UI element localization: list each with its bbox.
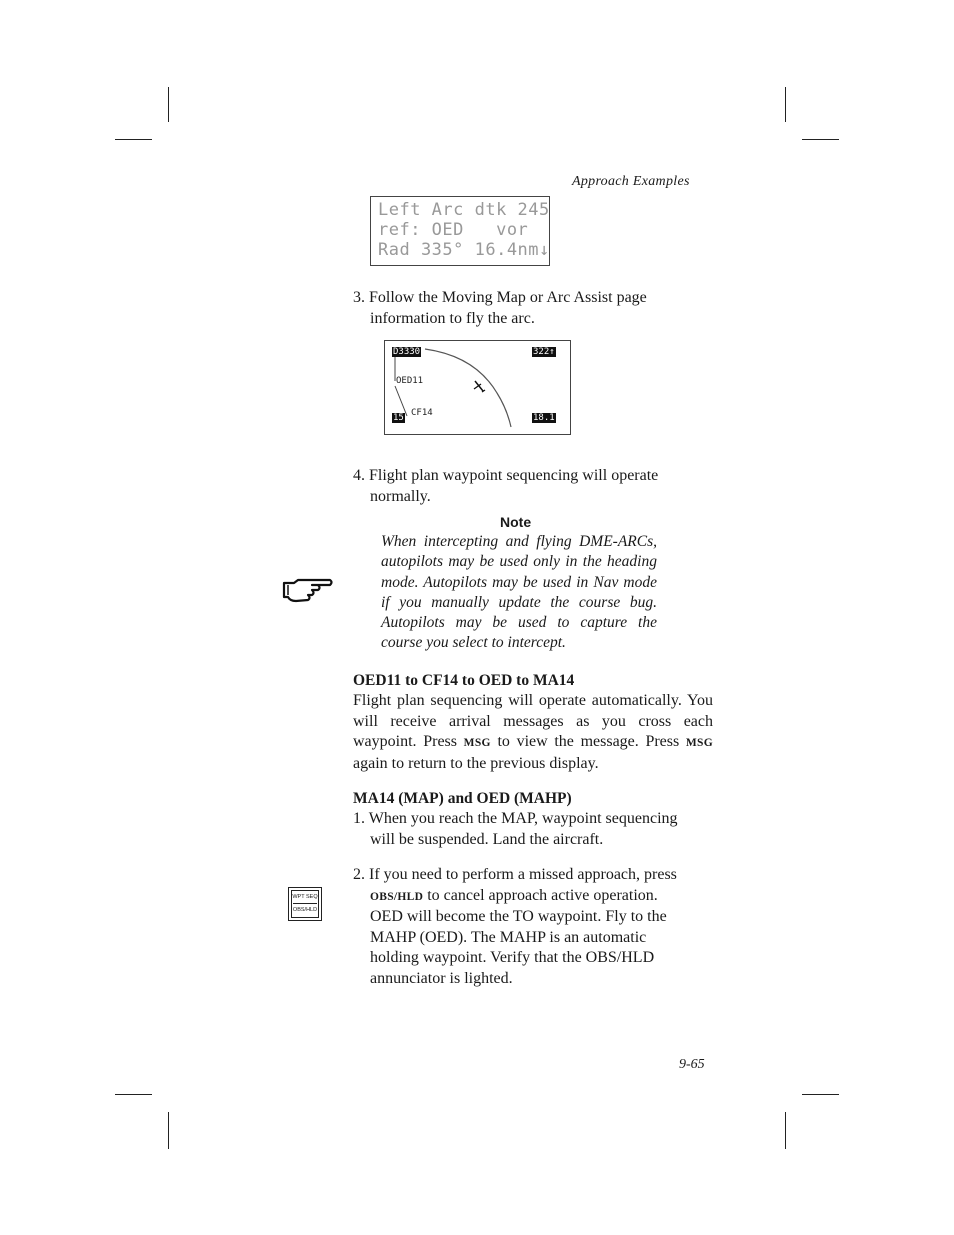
obs-hld-key-illustration <box>288 887 322 921</box>
msg-key-label: MSG <box>463 737 491 749</box>
note-body: When intercepting and flying DME-ARCs, autopilots may be used only in the heading mode. Autopilots may be used in Nav mode if you manually update the course bug. Autopilots may be used to capture the course you select to intercept. <box>381 533 657 652</box>
crop-mark <box>168 87 169 122</box>
running-header: Approach Examples <box>572 174 690 189</box>
step-number: 2. <box>353 866 365 883</box>
list-item <box>353 865 713 989</box>
step-text: Follow the Moving Map or Arc Assist page <box>369 289 647 306</box>
step-3 <box>353 288 673 329</box>
section-paragraph <box>353 691 713 774</box>
step-text: information to fly the arc. <box>370 309 535 327</box>
step-4 <box>353 466 683 507</box>
msg-key-label: MSG <box>685 737 713 749</box>
moving-map-lcd <box>384 340 571 435</box>
crop-mark <box>785 1112 786 1149</box>
step-number: 4. <box>353 467 365 484</box>
step-text: to cancel approach active operation. <box>423 886 658 904</box>
paragraph-text: to view the message. Press <box>490 733 686 750</box>
step-text: If you need to perform a missed approach, press <box>369 866 677 883</box>
arc-assist-lcd <box>370 196 550 266</box>
list-item <box>353 809 713 850</box>
step-text: Flight plan waypoint sequencing will operate <box>369 467 659 484</box>
key-label-bottom: OBS/HLD <box>292 907 318 913</box>
obs-hld-key-label: OBS/HLD <box>370 890 424 903</box>
waypoint-label: OED11 <box>396 376 424 386</box>
step-number: 1. <box>353 810 365 827</box>
pointing-hand-icon <box>282 577 334 612</box>
step-text: OED will become the TO waypoint. Fly to the <box>370 908 667 925</box>
step-text: annunciator is lighted. <box>370 969 513 987</box>
section-heading: OED11 to CF14 to OED to MA14 <box>353 672 575 689</box>
step-number: 3. <box>353 289 365 306</box>
bearing-readout: D3330 <box>393 347 421 357</box>
paragraph-text: again to return to the previous display. <box>353 754 599 772</box>
note-title: Note <box>500 514 532 530</box>
key-label-top: WPT SEQ <box>292 894 318 900</box>
waypoint-label: CF14 <box>411 408 433 418</box>
step-text: holding waypoint. Verify that the OBS/HLD <box>370 949 655 966</box>
zoom-readout: 15 <box>393 413 404 423</box>
step-text: When you reach the MAP, waypoint sequencing <box>368 810 678 827</box>
crop-mark <box>115 1094 152 1095</box>
dme-arc <box>425 349 511 427</box>
page-number: 9-65 <box>679 1057 705 1072</box>
lcd-line: ref: OED vor <box>378 220 529 240</box>
aircraft-icon <box>474 381 485 392</box>
crop-mark <box>785 87 786 122</box>
step-text: normally. <box>370 487 431 505</box>
track-readout: 322↑ <box>533 347 555 357</box>
distance-readout: 18.1 <box>533 413 555 423</box>
step-text: MAHP (OED). The MAHP is an automatic <box>370 928 647 946</box>
crop-mark <box>115 139 152 140</box>
section-heading: MA14 (MAP) and OED (MAHP) <box>353 790 572 807</box>
lcd-line: Rad 335° 16.4nm↓ <box>378 240 550 260</box>
lcd-line: Left Arc dtk 245 <box>378 200 550 220</box>
paragraph-text: Flight plan sequencing will operate automatically. You will receive arrival messages as you cross each waypoint. Press <box>353 692 713 750</box>
course-line <box>395 386 407 416</box>
crop-mark <box>168 1112 169 1149</box>
crop-mark <box>802 139 839 140</box>
crop-mark <box>802 1094 839 1095</box>
step-text: will be suspended. Land the aircraft. <box>370 830 604 848</box>
